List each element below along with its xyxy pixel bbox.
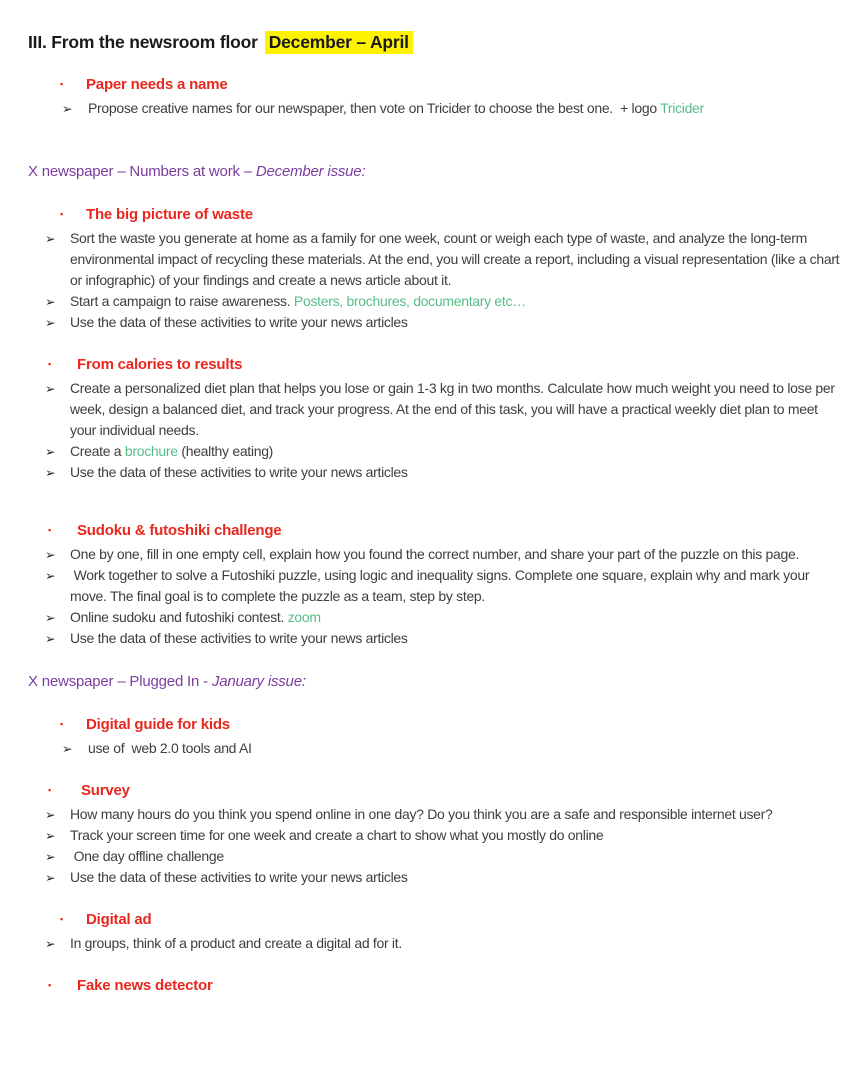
arrow-bullet-icon: ➢ <box>45 828 56 843</box>
arrow-bullet-icon: ➢ <box>45 870 56 885</box>
heading-label: Digital guide for kids <box>86 716 230 733</box>
campaign-formats-text: Posters, brochures, documentary etc… <box>293 293 526 309</box>
heading-label: Survey <box>77 782 130 799</box>
list-item <box>28 98 845 119</box>
list-item <box>28 846 845 867</box>
item-text: Create a <box>70 443 125 459</box>
list-item-text <box>88 98 845 119</box>
heading-label: Fake news detector <box>77 977 213 994</box>
arrow-bullet-icon: ➢ <box>45 315 56 330</box>
list-item <box>28 628 845 649</box>
arrow-bullet-icon: ➢ <box>45 547 56 562</box>
arrow-bullet-icon: ➢ <box>45 849 56 864</box>
list-item <box>28 441 845 462</box>
list-item-text: One by one, fill in one empty cell, explain how you found the correct number, and share your part of the puzzle on this page. <box>70 546 800 562</box>
arrow-bullet-icon: ➢ <box>45 231 56 246</box>
list-item-text <box>70 291 845 312</box>
tricider-link[interactable]: Tricider <box>660 100 704 116</box>
square-bullet-icon: ▪ <box>60 719 63 729</box>
arrow-bullet-icon: ➢ <box>45 936 56 951</box>
list-item-text: use of web 2.0 tools and AI <box>88 740 252 756</box>
heading-sudoku-futoshiki-challenge <box>28 520 845 541</box>
arrow-bullet-icon: ➢ <box>45 807 56 822</box>
list-item <box>28 933 845 954</box>
square-bullet-icon: ▪ <box>48 785 51 795</box>
list-item <box>28 312 845 333</box>
title-text: III. From the newsroom floor <box>28 32 258 52</box>
list-item-text: Use the data of these activities to write your news articles <box>70 630 408 646</box>
arrow-bullet-icon: ➢ <box>45 294 56 309</box>
list-item <box>28 462 845 483</box>
square-bullet-icon: ▪ <box>48 980 51 990</box>
heading-label: Digital ad <box>86 911 152 928</box>
arrow-bullet-icon: ➢ <box>45 610 56 625</box>
arrow-bullet-icon: ➢ <box>45 465 56 480</box>
list-item <box>28 825 845 846</box>
arrow-bullet-icon: ➢ <box>45 381 56 396</box>
section-heading-text: X newspaper – Numbers at work – <box>28 163 256 180</box>
arrow-bullet-icon: ➢ <box>45 631 56 646</box>
list-item <box>28 378 845 441</box>
list-item <box>28 565 845 607</box>
heading-fake-news-detector <box>28 975 845 996</box>
square-bullet-icon: ▪ <box>60 914 63 924</box>
heading-label: The big picture of waste <box>86 206 253 223</box>
list-item-text <box>70 441 845 462</box>
heading-big-picture-of-waste <box>28 204 845 225</box>
list-item-text: Create a personalized diet plan that helps you lose or gain 1-3 kg in two months. Calculate how much weight you need to lose per week, design a balanced diet, and track your progress. At the end of this task, you will have a practical weekly diet plan to meet your individual needs. <box>70 380 839 438</box>
list-item-text: Use the data of these activities to write your news articles <box>70 869 408 885</box>
square-bullet-icon: ▪ <box>60 209 63 219</box>
zoom-link[interactable]: zoom <box>287 609 321 625</box>
list-item-text: One day offline challenge <box>70 848 224 864</box>
heading-digital-ad <box>28 909 845 930</box>
section-heading-december <box>28 161 845 182</box>
list-item <box>28 228 845 291</box>
list-item <box>28 804 845 825</box>
list-item-text: Use the data of these activities to write your news articles <box>70 464 408 480</box>
issue-label: January issue: <box>211 673 306 690</box>
square-bullet-icon: ▪ <box>48 359 51 369</box>
heading-digital-guide-for-kids <box>28 714 845 735</box>
list-item-text: Sort the waste you generate at home as a family for one week, count or weigh each type of waste, and analyze the long-term environmental impact of recycling these materials. At the end, you will create a report, including a visual representation (like a chart or infographic) of your findings and create a news article about it. <box>70 230 843 288</box>
heading-paper-needs-a-name <box>28 74 845 95</box>
list-item <box>28 544 845 565</box>
heading-from-calories-to-results <box>28 354 845 375</box>
square-bullet-icon: ▪ <box>48 525 51 535</box>
heading-label: From calories to results <box>77 356 243 373</box>
square-bullet-icon: ▪ <box>60 79 63 89</box>
heading-label: Sudoku & futoshiki challenge <box>77 522 282 539</box>
section-heading-text: X newspaper – Plugged In - <box>28 673 212 690</box>
list-item-text: In groups, think of a product and create a digital ad for it. <box>70 935 402 951</box>
list-item <box>28 607 845 628</box>
title-highlight: December – April <box>265 31 413 54</box>
list-item-text: Work together to solve a Futoshiki puzzle, using logic and inequality signs. Complete one square, explain why and mark your move. The final goal is to complete the puzzle as a team, step by step. <box>70 567 813 604</box>
heading-label: Paper needs a name <box>86 76 228 93</box>
list-item <box>28 738 845 759</box>
arrow-bullet-icon: ➢ <box>45 444 56 459</box>
item-text: Online sudoku and futoshiki contest. <box>70 609 288 625</box>
issue-label: December issue: <box>255 163 366 180</box>
item-text: Propose creative names for our newspaper, then vote on Tricider to choose the best one. + logo <box>88 100 661 116</box>
list-item-text <box>70 607 845 628</box>
list-item <box>28 291 845 312</box>
list-item-text: Use the data of these activities to write your news articles <box>70 314 408 330</box>
list-item-text: Track your screen time for one week and create a chart to show what you mostly do online <box>70 827 604 843</box>
arrow-bullet-icon: ➢ <box>62 741 73 756</box>
arrow-bullet-icon: ➢ <box>45 568 56 583</box>
heading-survey <box>28 780 845 801</box>
page-title <box>28 31 845 53</box>
brochure-link[interactable]: brochure <box>124 443 178 459</box>
item-text: (healthy eating) <box>177 443 274 459</box>
list-item-text: How many hours do you think you spend online in one day? Do you think you are a safe and responsible internet user? <box>70 806 773 822</box>
list-item <box>28 867 845 888</box>
section-heading-january <box>28 671 845 692</box>
arrow-bullet-icon: ➢ <box>62 101 73 116</box>
item-text: Start a campaign to raise awareness. <box>70 293 294 309</box>
